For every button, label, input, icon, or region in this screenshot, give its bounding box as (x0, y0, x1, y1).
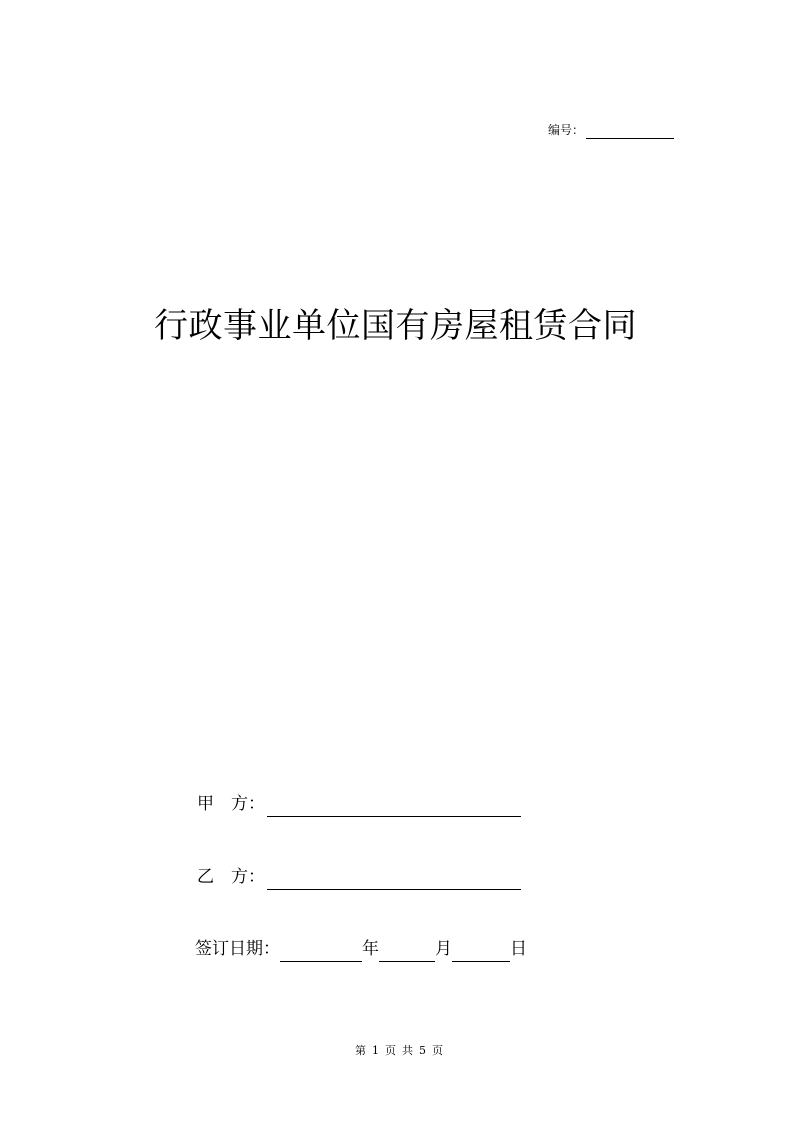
day-label: 日 (510, 939, 527, 959)
serial-number (548, 121, 674, 139)
signing-date-field (195, 936, 527, 962)
year-label: 年 (362, 939, 379, 959)
party-b-label-char2: 方： (231, 867, 265, 887)
party-a-label-char1: 甲 (197, 794, 214, 814)
serial-label: 编号： (548, 123, 585, 137)
party-b-blank-line (267, 869, 521, 890)
party-b-label-char1: 乙 (197, 867, 214, 887)
serial-blank-line (586, 124, 674, 139)
party-a-blank-line (267, 796, 521, 817)
month-blank-line (379, 941, 435, 962)
party-a-label-char2: 方： (231, 794, 265, 814)
month-label: 月 (435, 939, 452, 959)
page-footer (355, 1043, 443, 1059)
year-blank-line (280, 941, 362, 962)
footer-page-number: 1 (372, 1044, 379, 1057)
footer-page-unit: 页 (385, 1044, 396, 1057)
footer-total-number: 5 (419, 1044, 426, 1057)
party-a-field (197, 791, 521, 817)
footer-total-word: 共 (402, 1044, 413, 1057)
signing-date-label: 签订日期： (195, 939, 280, 959)
footer-page-word: 第 (355, 1044, 366, 1057)
footer-total-unit: 页 (432, 1044, 443, 1057)
document-title: 行政事业单位国有房屋租赁合同 (154, 306, 637, 346)
day-blank-line (452, 941, 510, 962)
party-b-field (197, 864, 521, 890)
